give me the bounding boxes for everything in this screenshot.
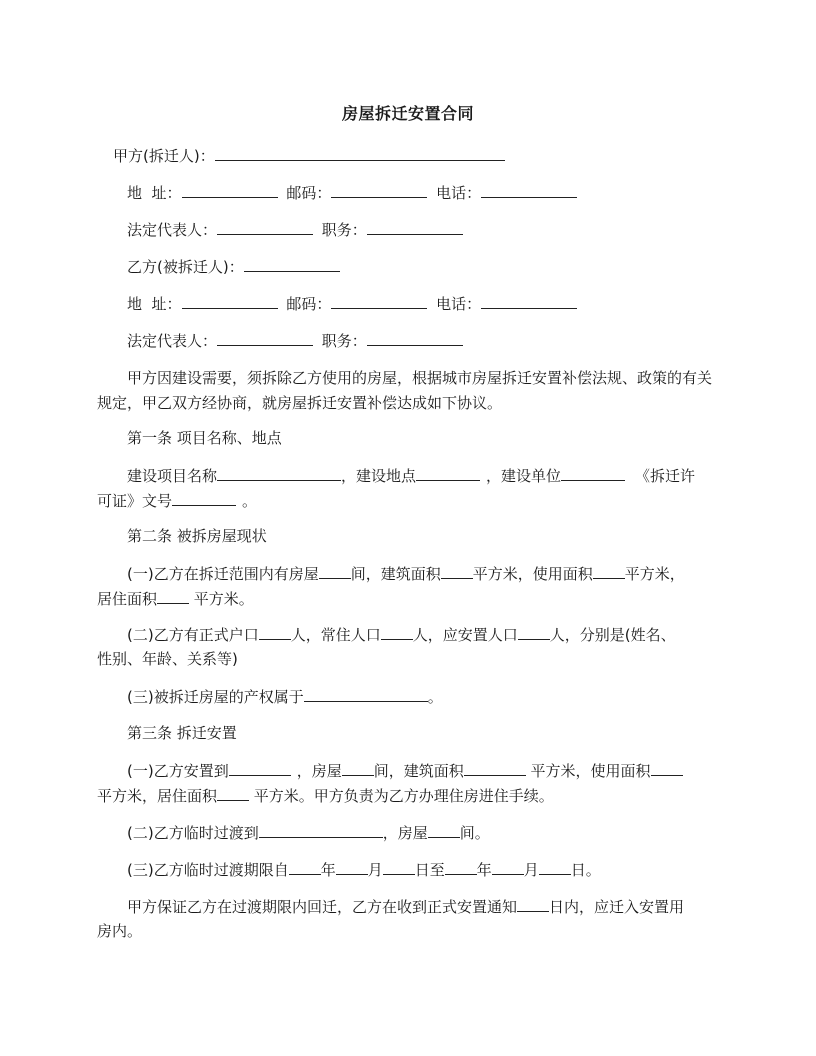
resettle-count-label: 人，应安置人口 — [412, 626, 518, 644]
party-b-address-blank[interactable] — [182, 291, 278, 309]
temp-houses-label: ，房屋 — [382, 824, 428, 842]
party-b-line — [127, 254, 340, 279]
party-b-rep-blank[interactable] — [217, 328, 313, 346]
party-b-position-blank[interactable] — [367, 328, 463, 346]
article2-heading: 第二条 被拆房屋现状 — [127, 527, 267, 545]
end-month-blank[interactable] — [492, 857, 524, 875]
ownership-end: 。 — [427, 688, 443, 706]
resettle-living-area-label: 平方米，居住面积 — [97, 787, 218, 805]
construction-unit-blank[interactable] — [561, 463, 625, 481]
resident-details-label: 人，分别是(姓名、 — [549, 626, 676, 644]
temp-period-label: (三)乙方临时过渡期限自 — [127, 861, 289, 879]
party-a-phone-blank[interactable] — [481, 180, 577, 198]
party-b-postcode-label: 邮码： — [286, 295, 332, 313]
usable-area-blank[interactable] — [593, 561, 625, 579]
project-name-label: 建设项目名称 — [127, 467, 218, 485]
article3-p4-line1 — [127, 894, 684, 919]
resettle-usable-area-label: 平方米，使用面积 — [525, 762, 651, 780]
resettle-usable-area-blank[interactable] — [651, 758, 683, 776]
article3-heading: 第三条 拆迁安置 — [127, 724, 237, 742]
start-month-blank[interactable] — [336, 857, 368, 875]
project-location-blank[interactable] — [416, 463, 480, 481]
article3-p4-line2: 房内。 — [97, 922, 143, 940]
party-b-phone-label: 电话： — [436, 295, 482, 313]
party-a-rep-label: 法定代表人： — [127, 221, 218, 239]
permit-number-end: 。 — [242, 492, 258, 510]
temp-location-label: (二)乙方临时过渡到 — [127, 824, 259, 842]
article3-p1-line2 — [97, 783, 554, 808]
party-a-position-label: 职务： — [321, 221, 367, 239]
permit-number-label: 可证》文号 — [97, 492, 173, 510]
party-b-rep-label: 法定代表人： — [127, 332, 218, 350]
article2-p2-line2: 性别、年龄、关系等) — [97, 650, 238, 668]
permit-label-start: 《拆迁许 — [635, 467, 696, 485]
article3-p1-line1 — [127, 758, 683, 783]
party-a-address-line — [127, 180, 577, 205]
living-area-blank[interactable] — [157, 586, 189, 604]
registered-residents-label: (二)乙方有正式户口 — [127, 626, 259, 644]
living-area-label: 居住面积 — [97, 590, 158, 608]
party-a-name-blank[interactable] — [215, 143, 505, 161]
article3-p2 — [127, 820, 490, 845]
resettle-living-area-blank[interactable] — [217, 783, 249, 801]
move-in-deadline-text: 日内，应迁入安置用 — [549, 898, 685, 916]
ownership-label: (三)被拆迁房屋的产权属于 — [127, 688, 304, 706]
ownership-blank[interactable] — [304, 684, 428, 702]
party-a-address-blank[interactable] — [182, 180, 278, 198]
article1-heading: 第一条 项目名称、地点 — [127, 429, 282, 447]
living-area-unit: 平方米。 — [189, 590, 254, 608]
party-b-phone-blank[interactable] — [481, 291, 577, 309]
preamble-paragraph: 甲方因建设需要，须拆除乙方使用的房屋，根据城市房屋拆迁安置补偿法规、政策的有关规定，甲乙双方经协商，就房屋拆迁安置补偿达成如下协议。 — [97, 369, 713, 412]
project-location-label: ，建设地点 — [341, 467, 417, 485]
resettle-count-blank[interactable] — [518, 622, 550, 640]
article2-p1-line2 — [97, 586, 254, 611]
temp-location-blank[interactable] — [259, 820, 383, 838]
article2-p2-line1 — [127, 622, 676, 647]
permanent-residents-blank[interactable] — [381, 622, 413, 640]
party-a-position-blank[interactable] — [367, 217, 463, 235]
resettle-houses-blank[interactable] — [342, 758, 374, 776]
notice-days-blank[interactable] — [517, 894, 549, 912]
party-b-rep-line — [127, 328, 463, 353]
floor-area-blank[interactable] — [441, 561, 473, 579]
construction-unit-label: ，建设单位 — [486, 467, 562, 485]
article3-p3 — [127, 857, 601, 882]
registered-residents-blank[interactable] — [259, 622, 291, 640]
move-in-procedures-text: 平方米。甲方负责为乙方办理住房进住手续。 — [249, 787, 554, 805]
party-b-label: 乙方(被拆迁人)： — [127, 258, 244, 276]
temp-houses-unit: 间。 — [459, 824, 490, 842]
temp-houses-blank[interactable] — [428, 820, 460, 838]
end-month-unit: 月 — [523, 861, 539, 879]
contract-title: 房屋拆迁安置合同 — [341, 104, 474, 123]
party-a-address-label: 地 址： — [127, 184, 182, 202]
start-day-unit: 日至 — [414, 861, 445, 879]
start-year-blank[interactable] — [289, 857, 321, 875]
article1-line2 — [97, 488, 257, 513]
start-month-unit: 月 — [367, 861, 383, 879]
end-day-unit: 日。 — [570, 861, 601, 879]
usable-area-unit: 平方米， — [624, 565, 685, 583]
party-a-rep-blank[interactable] — [217, 217, 313, 235]
start-day-blank[interactable] — [383, 857, 415, 875]
party-b-postcode-blank[interactable] — [331, 291, 427, 309]
party-b-address-label: 地 址： — [127, 295, 182, 313]
end-year-blank[interactable] — [445, 857, 477, 875]
party-a-label: 甲方(拆迁人)： — [113, 147, 215, 165]
resettle-location-blank[interactable] — [229, 758, 291, 776]
resettle-location-label: (一)乙方安置到 — [127, 762, 229, 780]
permanent-residents-label: 人，常住人口 — [290, 626, 381, 644]
article1-line1 — [127, 463, 695, 488]
party-a-rep-line — [127, 217, 463, 242]
party-b-name-blank[interactable] — [244, 254, 340, 272]
party-a-postcode-label: 邮码： — [286, 184, 332, 202]
resettle-houses-label: ，房屋 — [296, 762, 342, 780]
start-year-unit: 年 — [320, 861, 336, 879]
permit-number-blank[interactable] — [172, 488, 236, 506]
resettle-floor-area-blank[interactable] — [464, 758, 526, 776]
resettle-floor-area-label: 间，建筑面积 — [373, 762, 464, 780]
end-day-blank[interactable] — [539, 857, 571, 875]
return-guarantee-text: 甲方保证乙方在过渡期限内回迁，乙方在收到正式安置通知 — [127, 898, 518, 916]
usable-area-label: 平方米，使用面积 — [472, 565, 593, 583]
floor-area-label: 间，建筑面积 — [350, 565, 441, 583]
party-a-line — [113, 143, 505, 168]
party-a-phone-label: 电话： — [436, 184, 482, 202]
party-b-address-line — [127, 291, 577, 316]
end-year-unit: 年 — [476, 861, 492, 879]
article2-p3 — [127, 684, 443, 709]
houses-label: (一)乙方在拆迁范围内有房屋 — [127, 565, 319, 583]
article2-p1-line1 — [127, 561, 685, 586]
houses-count-blank[interactable] — [319, 561, 351, 579]
party-a-postcode-blank[interactable] — [331, 180, 427, 198]
party-b-position-label: 职务： — [321, 332, 367, 350]
project-name-blank[interactable] — [217, 463, 341, 481]
